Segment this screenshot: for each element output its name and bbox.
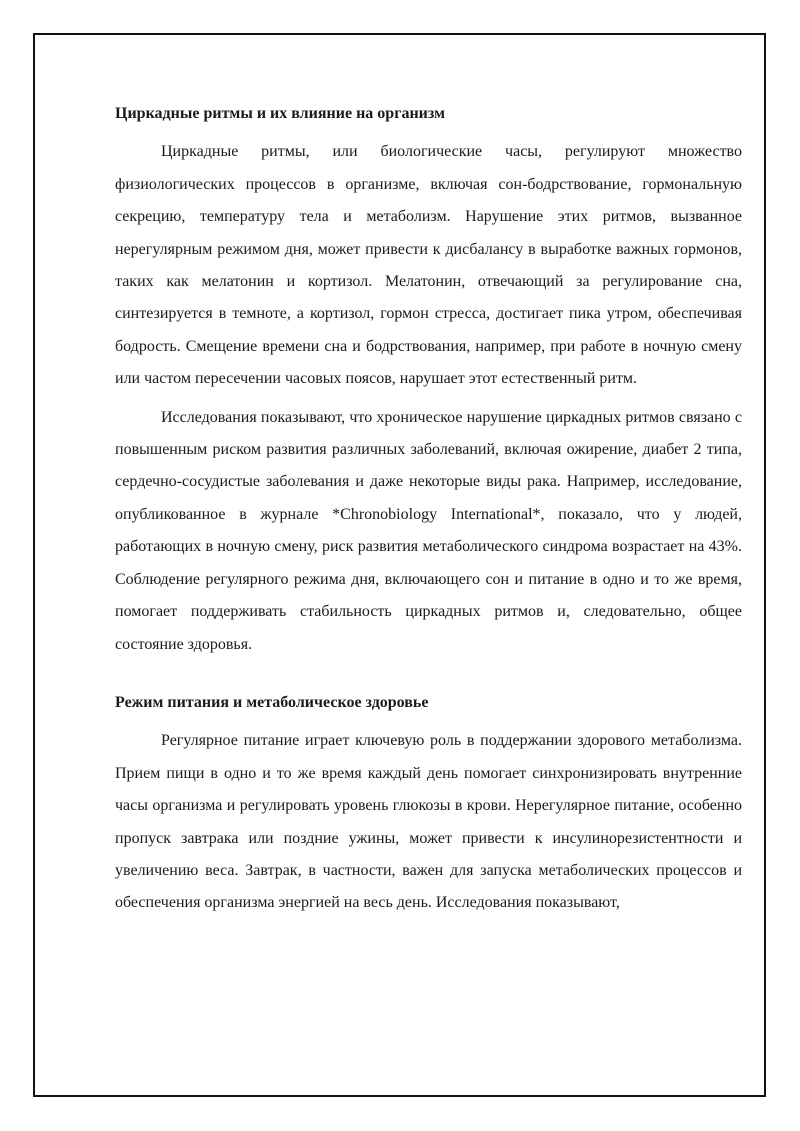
paragraph-circadian-2: Исследования показывают, что хроническое нарушение циркадных ритмов связано с повышенным риском развития различных заболеваний, включая ожирение, диабет 2 типа, сердечно-сосудистые заболевания и даже некоторые виды рака. Например, исследование, опубликованное в журнале *Chronobiology International*, показало, что у людей, работающих в ночную смену, риск развития метаболического синдрома возрастает на 43%. Соблюдение регулярного режима дня, включающего сон и питание в одно и то же время, помогает поддерживать стабильность циркадных ритмов и, следовательно, общее состояние здоровья.: [115, 408, 742, 653]
document-body: [115, 98, 742, 926]
paragraph-nutrition-1: Регулярное питание играет ключевую роль в поддержании здорового метаболизма. Прием пищи в одно и то же время каждый день помогает синхронизировать внутренние часы организма и регулировать уровень глюкозы в крови. Нерегулярное питание, особенно пропуск завтрака или поздние ужины, может привести к инсулинорезистентности и увеличению веса. Завтрак, в частности, важен для запуска метаболических процессов и обеспечения организма энергией на весь день. Исследования показывают,: [115, 732, 742, 912]
section-heading-nutrition: Режим питания и метаболическое здоровье: [115, 693, 429, 711]
paragraph-circadian-1: Циркадные ритмы, или биологические часы, регулируют множество физиологических процессов в организме, включая сон-бодрствование, гормональную секрецию, температуру тела и метаболизм. Нарушение этих ритмов, вызванное нерегулярным режимом дня, может привести к дисбалансу в выработке важных гормонов, таких как мелатонин и кортизол. Мелатонин, отвечающий за регулирование сна, синтезируется в темноте, а кортизол, гормон стресса, достигает пика утром, обеспечивая бодрость. Смещение времени сна и бодрствования, например, при работе в ночную смену или частом пересечении часовых поясов, нарушает этот естественный ритм.: [115, 143, 742, 388]
section-heading-circadian: Циркадные ритмы и их влияние на организм: [115, 105, 445, 122]
